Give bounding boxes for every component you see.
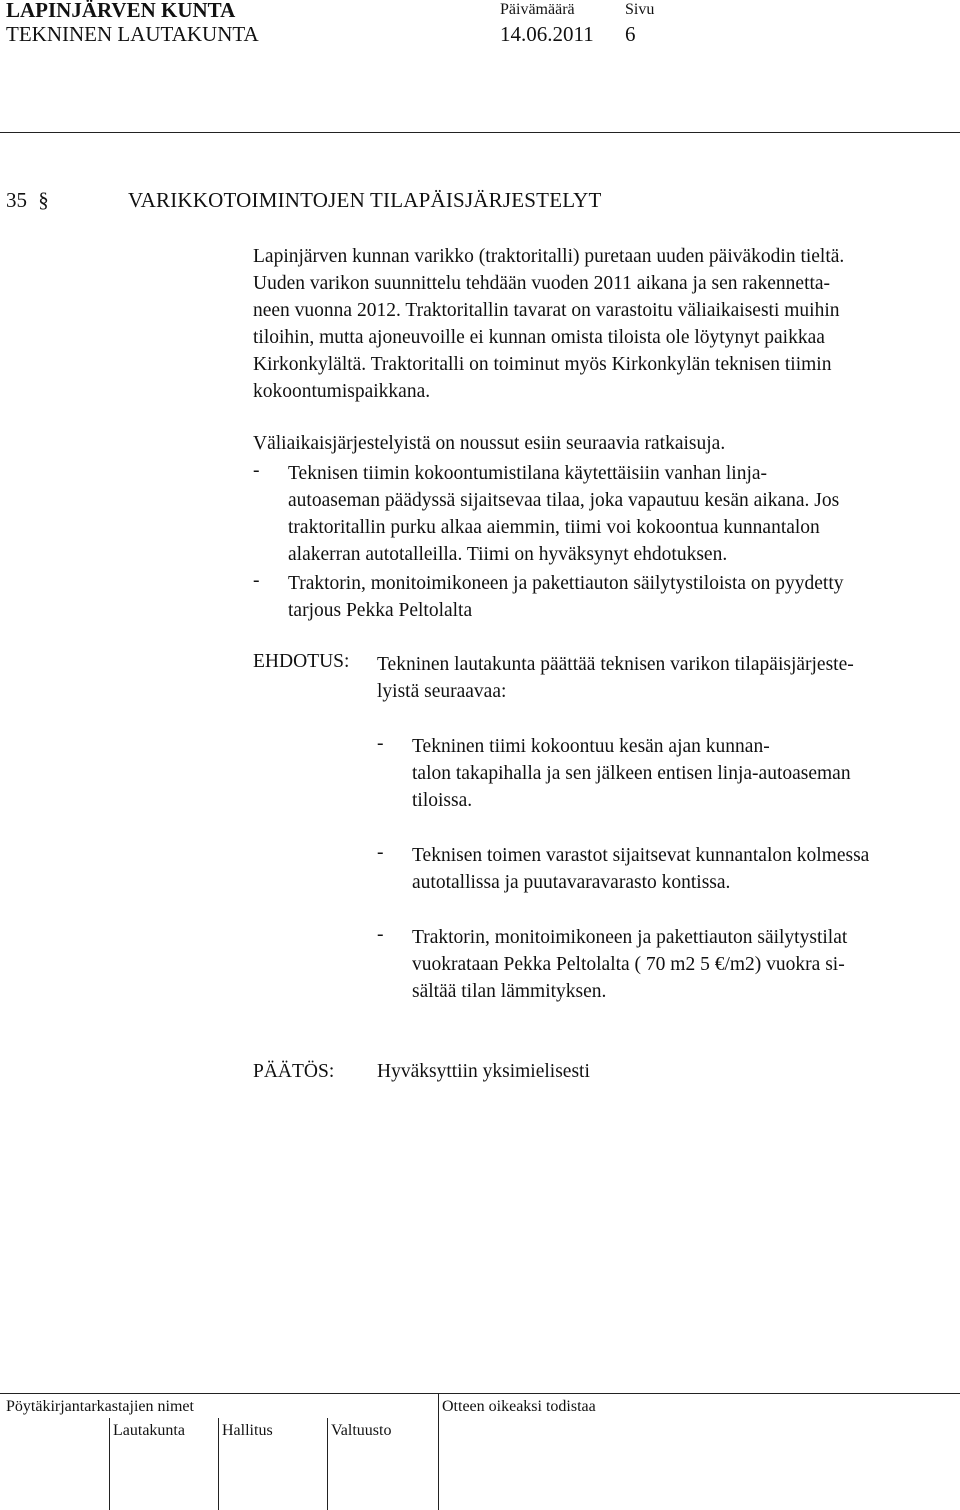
certified-label: Otteen oikeaksi todistaa [442,1398,596,1415]
solutions-intro: Väliaikaisjärjestelyistä on noussut esiin seuraavia ratkaisuja. [253,433,726,454]
proposal-item [412,924,952,1005]
reviewers-label: Pöytäkirjantarkastajien nimet [6,1398,194,1415]
proposal-item-line: Traktorin, monitoimikoneen ja pakettiauton säilytystilat [412,927,848,948]
proposal-item [412,733,952,814]
solution-line: Traktorin, monitoimikoneen ja pakettiauton säilytystiloista on pyydetty [288,573,844,594]
proposal-item-line: tiloissa. [412,790,473,811]
intro-line: Lapinjärven kunnan varikko (traktoritalli) puretaan uuden päiväkodin tieltä. [253,246,845,267]
proposal-text [377,651,947,705]
footer-body-lautakunta: Lautakunta [113,1422,185,1439]
section-title: VARIKKOTOIMINTOJEN TILAPÄISJÄRJESTELYT [128,188,602,212]
proposal-item-line: vuokrataan Pekka Peltolalta ( 70 m2 5 €/m2) vuokra si- [412,954,845,975]
document-date: 14.06.2011 [500,22,594,46]
intro-line: neen vuonna 2012. Traktoritallin tavarat on varastoitu väliaikaisesti muihin [253,300,840,321]
decision-label: PÄÄTÖS: [253,1061,335,1082]
solution-line: Teknisen tiimin kokoontumistilana käytettäisiin vanhan linja- [288,463,768,484]
section-number-value: 35 [6,188,27,212]
proposal-item [412,842,957,896]
org-name: LAPINJÄRVEN KUNTA [6,0,236,22]
solution-line: alakerran autotalleilla. Tiimi on hyväksynyt ehdotuksen. [288,544,728,565]
intro-line: kokoontumispaikkana. [253,381,431,402]
solution-line: autoaseman päädyssä sijaitsevaa tilaa, joka vapautuu kesän aikana. Jos [288,490,840,511]
footer-cell-border [218,1418,219,1510]
proposal-line: Tekninen lautakunta päättää teknisen varikon tilapäisjärjeste- [377,654,854,675]
intro-line: Kirkonkylältä. Traktoritalli on toiminut myös Kirkonkylän teknisen tiimin [253,354,832,375]
proposal-dash: - [377,924,384,945]
solution-item [288,460,948,568]
proposal-item-line: autotallissa ja puutavaravarasto kontissa. [412,872,731,893]
footer-body-hallitus: Hallitus [222,1422,273,1439]
solution-line: traktoritallin purku alkaa aiemmin, tiimi voi kokoontua kunnantalon [288,517,820,538]
proposal-dash: - [377,842,384,863]
footer-cell-border [327,1418,328,1510]
section-symbol: § [38,188,49,212]
date-label: Päivämäärä [500,1,575,18]
page-label: Sivu [625,1,655,18]
proposal-line: lyistä seuraavaa: [377,681,507,702]
proposal-item-line: talon takapihalla ja sen jälkeen entisen linja-autoaseman [412,763,851,784]
proposal-dash: - [377,733,384,754]
proposal-item-line: sältää tilan lämmityksen. [412,981,607,1002]
page-number: 6 [625,22,636,46]
proposal-item-line: Tekninen tiimi kokoontuu kesän ajan kunnan- [412,736,770,757]
board-name: TEKNINEN LAUTAKUNTA [6,22,259,46]
intro-line: tiloihin, mutta ajoneuvoille ei kunnan omista tiloista ole löytynyt paikkaa [253,327,825,348]
footer-divider [438,1393,439,1510]
header-rule [0,132,960,133]
section-number [6,188,49,213]
proposal-item-line: Teknisen toimen varastot sijaitsevat kunnantalon kolmessa [412,845,870,866]
intro-line: Uuden varikon suunnittelu tehdään vuoden 2011 aikana ja sen rakennetta- [253,273,831,294]
proposal-label: EHDOTUS: [253,651,350,672]
intro-paragraph [253,243,943,405]
solution-dash: - [253,460,260,481]
solution-item [288,570,948,624]
solution-line: tarjous Pekka Peltolalta [288,600,473,621]
solution-dash: - [253,570,260,591]
decision-text: Hyväksyttiin yksimielisesti [377,1061,590,1082]
footer-cell-border [109,1418,110,1510]
footer-rule [0,1393,960,1394]
footer-body-valtuusto: Valtuusto [331,1422,392,1439]
